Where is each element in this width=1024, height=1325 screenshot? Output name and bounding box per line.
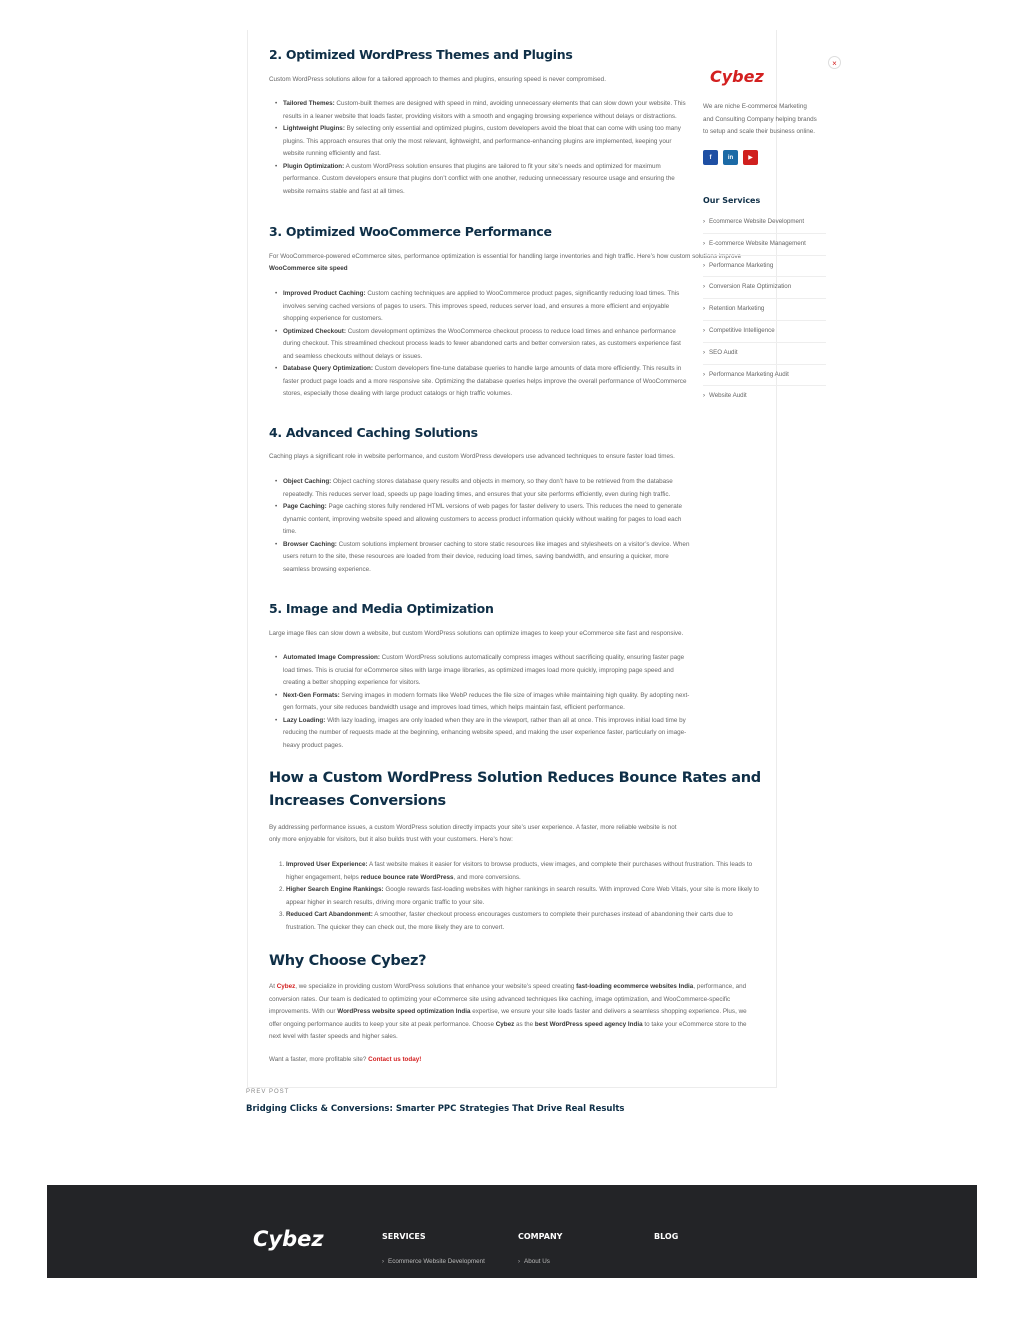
list-item: [286, 859, 759, 884]
service-label: E-commerce Website Management: [709, 239, 806, 247]
numbered-list: [269, 859, 759, 934]
footer-link-label: Ecommerce Website Development: [388, 1258, 485, 1265]
para-text: to take your eCommerce store to the next level with faster speeds and higher sales.: [269, 1020, 747, 1040]
para-bold: WordPress website speed optimization India: [337, 1008, 471, 1015]
list-item: [283, 98, 690, 123]
section-heading: 4. Advanced Caching Solutions: [269, 425, 478, 440]
list-item-text: Custom caching techniques are applied to WooCommerce product pages, significantly reducing load times. This involves serving cached versions of pages to users. This improves speed, reduces server load, and ensures a more efficient and enjoyable shopping experience for customers.: [283, 290, 680, 322]
list-item-text: Custom development optimizes the WooCommerce checkout process to reduce load times and enhance performance during checkout. This streamlined checkout process leads to fewer abandoned carts and better conversion rates, as customers experience fast and seamless checkouts without delays or issues.: [283, 327, 681, 360]
chevron-right-icon: ›: [382, 1259, 384, 1265]
para-text: as the: [514, 1020, 535, 1028]
footer-logo[interactable]: Cybez: [253, 1227, 324, 1251]
service-link[interactable]: [703, 321, 826, 343]
list-item-label: Improved Product Caching:: [283, 290, 366, 297]
chevron-right-icon: ›: [703, 262, 705, 269]
list-item-text: A custom WordPress solution ensures that plugins are tailored to fit your site’s needs and optimized for maximum performance. Custom developers ensure that plugins don’t conflict with one another, reducing unnecessary resource usage and ensuring the website remains stable and fast at all times.: [283, 162, 675, 195]
section-heading: How a Custom WordPress Solution Reduces Bounce Rates and: [269, 770, 761, 786]
section-intro-bold: [269, 263, 680, 276]
service-label: Ecommerce Website Development: [709, 218, 805, 225]
list-item: [283, 690, 690, 715]
chevron-right-icon: ›: [703, 240, 705, 247]
sidebar-about: [703, 101, 817, 139]
list-item-text: With lazy loading, images are only loaded when they are in the viewport, rather than all at once. This improves initial load time by reducing the number of requests made at the beginning, enhancing website speed, and making the user experience faster, particularly on image-heavy product pages.: [283, 716, 687, 749]
list-item: [283, 652, 690, 690]
section-list: [273, 652, 690, 752]
chevron-right-icon: ›: [703, 371, 705, 378]
about-line: We are niche E-commerce Marketing: [703, 103, 807, 110]
list-item: [283, 715, 690, 753]
list-item: [283, 123, 690, 161]
service-link[interactable]: [703, 386, 826, 407]
service-link[interactable]: [703, 256, 826, 278]
section-heading-line2: Increases Conversions: [269, 793, 446, 809]
service-link[interactable]: [703, 365, 826, 387]
list-item: [286, 884, 759, 909]
list-item-text: Object caching stores database query results and objects in memory, so they don’t have to be retrieved from the database repeatedly. This reduces server load, speeds up page loading times, and ensures that your site performs efficiently, even during high traffic.: [283, 478, 673, 498]
footer-services-heading: SERVICES: [382, 1232, 426, 1241]
about-line: and Consulting Company helping brands: [703, 115, 817, 123]
section-list: [273, 476, 690, 576]
list-item-text: Google rewards fast-loading websites with higher rankings in search results. With improved Core Web Vitals, your site is more likely to appear higher in search results, driving more organic traffic to your site.: [286, 886, 759, 906]
list-item-bold: reduce bounce rate WordPress: [360, 873, 454, 881]
para-bold: Cybez: [495, 1020, 515, 1028]
list-item-label: Reduced Cart Abandonment:: [286, 911, 373, 918]
section-heading: Why Choose Cybez?: [269, 953, 427, 969]
why-choose-paragraph: [269, 981, 753, 1044]
cta-text: Want a faster, more profitable site?: [269, 1056, 369, 1063]
youtube-icon[interactable]: ▶: [743, 150, 758, 165]
list-item-label: Next-Gen Formats:: [283, 691, 340, 699]
section-heading: 5. Image and Media Optimization: [269, 601, 494, 616]
list-item-label: Lightweight Plugins:: [283, 125, 345, 132]
section-intro: For WooCommerce-powered eCommerce sites, performance optimization is essential for handling large inventories and high traffic. Here’s how custom solutions improve: [269, 253, 742, 260]
service-link[interactable]: [703, 299, 826, 321]
footer-blog-heading: BLOG: [654, 1232, 679, 1241]
service-link[interactable]: [703, 277, 826, 299]
contact-link[interactable]: Contact us today!: [368, 1056, 422, 1063]
list-item-text-end: , and more conversions.: [453, 873, 521, 881]
para-bold: best WordPress speed agency India: [534, 1020, 643, 1028]
service-link[interactable]: [703, 343, 826, 365]
brand-link[interactable]: Cybez: [276, 983, 296, 990]
prev-post-label: PREV POST: [246, 1089, 290, 1095]
chevron-right-icon: ›: [703, 284, 705, 291]
list-item-label: Database Query Optimization:: [283, 365, 373, 372]
list-item-label: Plugin Optimization:: [283, 162, 345, 170]
list-item: [283, 363, 690, 401]
list-item-label: Tailored Themes:: [283, 100, 335, 107]
list-item-text: Custom-built themes are designed with speed in mind, avoiding unnecessary elements that can slow down your website. This results in a leaner website that loads faster, providing visitors with a smooth and engaging browsing experience without delays or distractions.: [283, 100, 686, 120]
footer-company-heading: COMPANY: [518, 1232, 563, 1241]
intro-bold: WooCommerce site speed: [269, 265, 348, 272]
chevron-right-icon: ›: [703, 393, 705, 400]
section-intro: Custom WordPress solutions allow for a tailored approach to themes and plugins, ensuring speed is never compromised.: [269, 76, 606, 83]
service-label: Retention Marketing: [709, 305, 765, 313]
para-text: expertise, we ensure your site loads faster and delivers a seamless shopping experience. Plus, we offer ongoing performance audits to keep your site at peak performance. Choose: [269, 1008, 747, 1028]
service-label: Competitive Intelligence: [709, 326, 775, 334]
para-text: , we specialize in providing custom WordPress solutions that enhance your website’s speed creating: [295, 983, 577, 990]
close-icon[interactable]: ×: [828, 56, 841, 69]
service-label: SEO Audit: [709, 348, 738, 356]
section-intro: Large image files can slow down a website, but custom WordPress solutions can optimize images to keep your eCommerce site fast and responsive.: [269, 630, 684, 637]
list-item-label: Object Caching:: [283, 478, 332, 485]
about-line: to setup and scale their business online.: [703, 128, 816, 135]
social-links: [703, 150, 758, 165]
footer-about-link[interactable]: [518, 1258, 550, 1265]
linkedin-icon[interactable]: in: [723, 150, 738, 165]
list-item: [283, 501, 690, 539]
list-item-text: By selecting only essential and optimized plugins, custom developers avoid the bloat that can come with using too many plugins. This approach ensures that only the most relevant, lightweight, and performance-enhancing plugins are implemented, keeping your website running efficiently and fast.: [283, 125, 681, 157]
list-item: [283, 326, 690, 364]
service-label: Website Audit: [709, 392, 747, 400]
list-item-text: Page caching stores fully rendered HTML versions of web pages for faster delivery to users. This reduces the need to generate dynamic content, improving website speed and allowing customers to access product information quickly without waiting for pages to load each time.: [283, 503, 683, 535]
chevron-right-icon: ›: [703, 219, 705, 225]
section-heading: 3. Optimized WooCommerce Performance: [269, 224, 552, 239]
chevron-right-icon: ›: [518, 1259, 520, 1265]
service-label: Performance Marketing Audit: [709, 370, 789, 378]
service-link[interactable]: [703, 212, 826, 234]
list-item: [283, 161, 690, 199]
list-item: [283, 539, 690, 577]
list-item-label: Browser Caching:: [283, 540, 337, 548]
list-item-text: A fast website makes it easier for visitors to browse products, view images, and complete their purchases without frustration. This leads to higher engagement, helps: [286, 861, 753, 881]
service-label: Conversion Rate Optimization: [709, 283, 792, 291]
footer-link-label: About Us: [524, 1258, 550, 1265]
list-item: [286, 909, 759, 934]
section-heading: 2. Optimized WordPress Themes and Plugins: [269, 47, 573, 62]
section-intro: Caching plays a significant role in website performance, and custom WordPress developers use advanced techniques to ensure faster load times.: [269, 453, 675, 460]
cta-paragraph: [269, 1054, 421, 1067]
list-item-label: Improved User Experience:: [286, 861, 368, 868]
section-intro: By addressing performance issues, a custom WordPress solution directly impacts your site’s user experience. A faster, more reliable website is not: [269, 824, 677, 831]
service-link[interactable]: [703, 234, 826, 256]
services-title: Our Services: [703, 196, 761, 205]
chevron-right-icon: ›: [703, 349, 705, 356]
list-item-text: Custom solutions implement browser caching to store static resources like images and stylesheets on a visitor’s device. When users return to the site, these resources are loaded from their device, reducing load times, saving bandwidth, and ensuring a quicker, more seamless browsing experience.: [283, 540, 690, 573]
section-list: [273, 288, 690, 401]
list-item-label: Optimized Checkout:: [283, 327, 346, 335]
para-text: At: [269, 983, 277, 990]
list-item: [283, 288, 690, 326]
list-item-label: Higher Search Engine Rankings:: [286, 886, 384, 893]
section-list: [273, 98, 690, 198]
prev-post-link[interactable]: Bridging Clicks & Conversions: Smarter PPC Strategies That Drive Real Results: [246, 1104, 625, 1114]
list-item-label: Page Caching:: [283, 503, 327, 510]
site-footer: [47, 1185, 977, 1278]
list-item: [283, 476, 690, 501]
footer-service-link[interactable]: [382, 1258, 485, 1265]
list-item-label: Lazy Loading:: [283, 716, 326, 724]
chevron-right-icon: ›: [703, 306, 705, 313]
chevron-right-icon: ›: [703, 327, 705, 334]
para-bold: fast-loading ecommerce websites India: [576, 983, 694, 990]
para-text: , performance, and conversion rates. Our team is dedicated to optimizing your eCommerce site using advanced techniques like caching, image optimization, and WooCommerce-specific improvements. With our: [269, 983, 747, 1015]
facebook-icon[interactable]: f: [703, 150, 718, 165]
services-list: [703, 212, 826, 407]
list-item-label: Automated Image Compression:: [283, 654, 380, 661]
list-item-text: Serving images in modern formats like WebP reduces the file size of images while maintaining high quality. By adopting next-gen formats, your site reduces bandwidth usage and improves load times, which helps maintain fast, efficient performance.: [283, 691, 690, 711]
service-label: Performance Marketing: [709, 261, 774, 269]
section-intro-line2: only more enjoyable for visitors, but it also builds trust with your customers. Here’s how:: [269, 836, 513, 843]
list-item-text: Custom developers fine-tune database queries to handle large amounts of data more efficiently. This results in faster product page loads and a more responsive site. Optimizing the database queries helps improve the overall performance of WooCommerce stores, especially those dealing with large product catalogs or high traffic volumes.: [283, 365, 687, 397]
list-item-text: Custom WordPress solutions automatically compress images without sacrificing quality, ensuring faster page load times. This is crucial for eCommerce sites with large image libraries, as optimized images load more quickly, improping page speed and creating a better shopping experience for visitors.: [283, 654, 685, 686]
list-item-text: A smoother, faster checkout process encourages customers to complete their purchases instead of abandoning their carts due to frustration. The quicker they can check out, the more likely they are to convert.: [286, 911, 733, 931]
sidebar-logo[interactable]: Cybez: [710, 67, 764, 86]
